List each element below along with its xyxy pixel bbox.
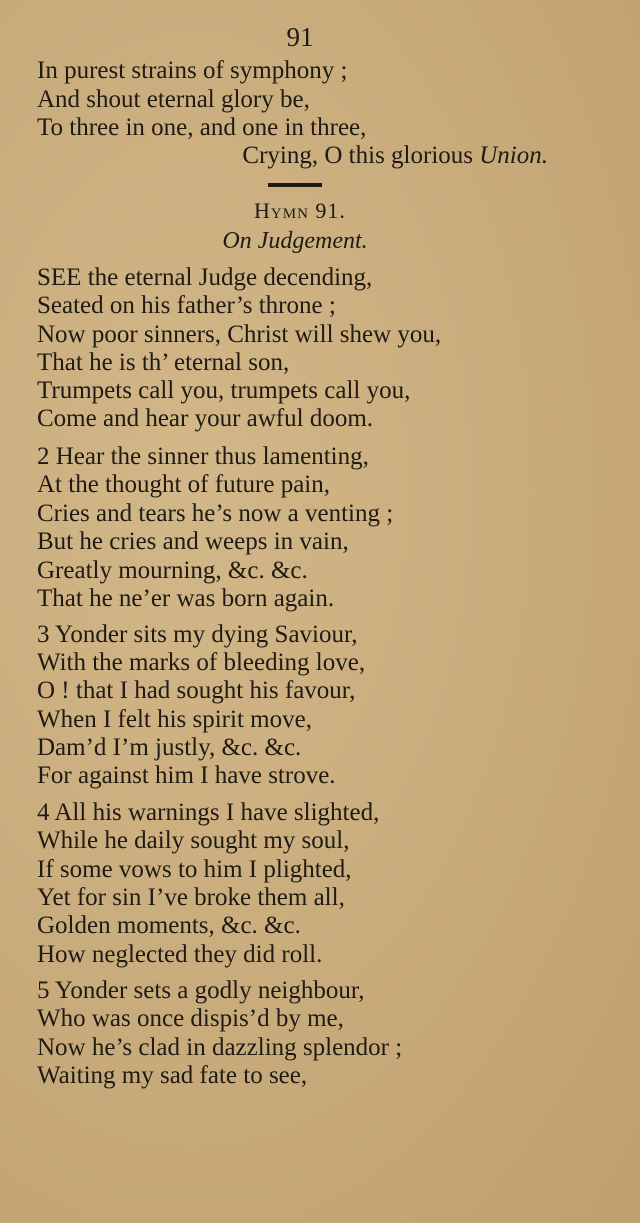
verse-line: How neglected they did roll. [37, 941, 323, 968]
verse-line: At the thought of future pain, [37, 471, 330, 498]
verse-text: Crying, O this glorious [242, 142, 480, 169]
verse-line: Yet for sin I’ve broke them all, [37, 884, 345, 911]
verse-line: Dam’d I’m justly, &c. &c. [37, 734, 302, 761]
verse-line: That he ne’er was born again. [37, 585, 335, 612]
verse-line-indented [242, 141, 548, 170]
verse-line: To three in one, and one in three, [37, 114, 367, 141]
verse-line: Cries and tears he’s now a venting ; [37, 500, 394, 527]
verse-line: That he is th’ eternal son, [37, 349, 290, 376]
verse-line: O ! that I had sought his favour, [37, 677, 356, 704]
hymn-subtitle: On Judgement. [222, 228, 368, 254]
verse-line: With the marks of bleeding love, [37, 649, 366, 676]
verse-line: 3 Yonder sits my dying Saviour, [37, 621, 358, 648]
verse-line: Greatly mourning, &c. &c. [37, 557, 308, 584]
verse-line: Golden moments, &c. &c. [37, 912, 301, 939]
verse-line: In purest strains of symphony ; [37, 57, 348, 84]
verse-line: For against him I have strove. [37, 762, 336, 789]
verse-line: While he daily sought my soul, [37, 827, 350, 854]
page-number: 91 [286, 22, 314, 52]
verse-line: And shout eternal glory be, [37, 86, 310, 113]
verse-line: When I felt his spirit move, [37, 706, 312, 733]
verse-line: Now he’s clad in dazzling splendor ; [37, 1034, 403, 1061]
verse-line: Come and hear your awful doom. [37, 405, 374, 432]
section-rule [268, 183, 322, 187]
verse-line: Trumpets call you, trumpets call you, [37, 377, 411, 404]
verse-line: If some vows to him I plighted, [37, 856, 352, 883]
hymn-title: Hymn 91. [254, 198, 346, 223]
verse-line: Who was once dispis’d by me, [37, 1005, 344, 1032]
verse-line: SEE the eternal Judge decending, [37, 264, 373, 291]
verse-line: 5 Yonder sets a godly neighbour, [37, 977, 365, 1004]
verse-italic: Union. [479, 142, 548, 169]
verse-line: But he cries and weeps in vain, [37, 528, 349, 555]
verse-line: Waiting my sad fate to see, [37, 1062, 308, 1089]
verse-line: 2 Hear the sinner thus lamenting, [37, 443, 369, 470]
verse-line: Seated on his father’s throne ; [37, 292, 336, 319]
verse-line: 4 All his warnings I have slighted, [37, 799, 380, 826]
verse-line: Now poor sinners, Christ will shew you, [37, 321, 442, 348]
